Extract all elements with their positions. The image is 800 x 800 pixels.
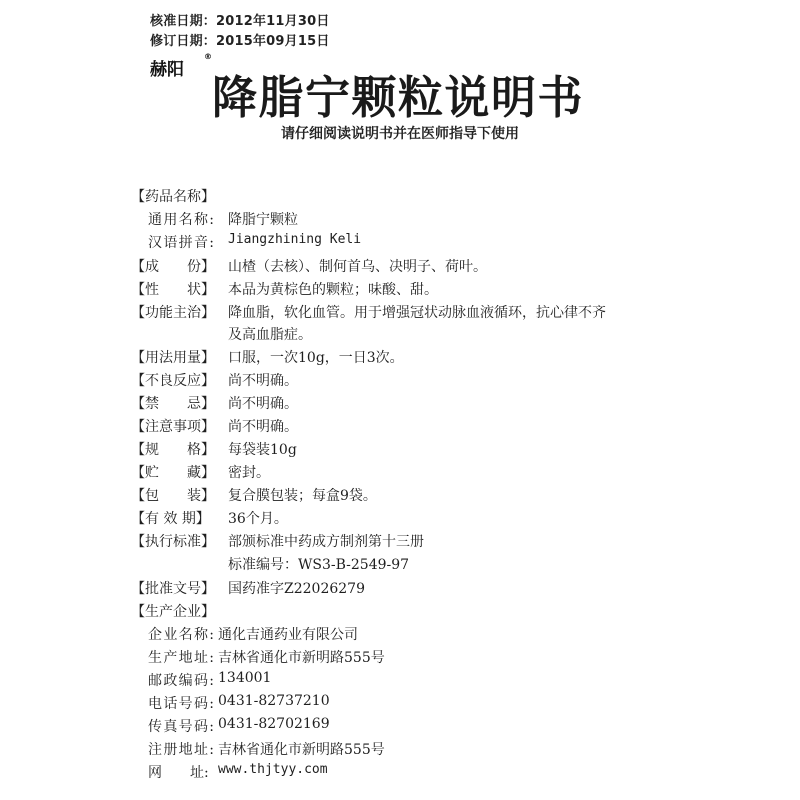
field-value: 吉林省通化市新明路555号	[218, 650, 385, 666]
section-label: 【成 份】	[131, 259, 215, 275]
field-value: www.thjtyy.com	[218, 762, 328, 777]
field-label: 电话号码:	[148, 696, 214, 712]
field-label: 汉语拼音:	[148, 235, 214, 251]
section-label: 【功能主治】	[131, 305, 215, 321]
section-value: 山楂（去核）、制何首乌、决明子、荷叶。	[228, 259, 487, 275]
field-label: 传真号码:	[148, 719, 214, 735]
section-value: 标准编号：WS3-B-2549-97	[228, 557, 410, 573]
field-value: 134001	[218, 670, 272, 686]
section-value: 部颁标准中药成方制剂第十三册	[228, 534, 424, 550]
field-value: 0431-82702169	[218, 716, 330, 732]
field-value: Jiangzhining Keli	[228, 232, 362, 247]
approval-date: 核准日期：2012年11月30日	[150, 14, 330, 29]
section-value: 尚不明确。	[228, 373, 298, 389]
field-value: 通化吉通药业有限公司	[218, 627, 358, 643]
field-label: 通用名称:	[148, 212, 214, 228]
section-value: 复合膜包装；每盒9袋。	[228, 488, 377, 504]
section-value: 及高血脂症。	[228, 327, 312, 343]
section-value: 密封。	[228, 465, 270, 481]
field-label: 网 址:	[148, 765, 209, 781]
section-label: 【生产企业】	[131, 604, 215, 620]
section-label: 【用法用量】	[131, 350, 215, 366]
section-label: 【药品名称】	[131, 189, 215, 205]
section-value: 尚不明确。	[228, 396, 298, 412]
section-label: 【不良反应】	[131, 373, 215, 389]
section-label: 【注意事项】	[131, 419, 215, 435]
section-label: 【规 格】	[131, 442, 215, 458]
section-label: 【执行标准】	[131, 534, 215, 550]
section-label: 【批准文号】	[131, 581, 215, 597]
section-label: 【贮 藏】	[131, 465, 215, 481]
field-value: 降脂宁颗粒	[228, 212, 298, 228]
section-label: 【性 状】	[131, 282, 215, 298]
section-label: 【包 装】	[131, 488, 215, 504]
field-value: 0431-82737210	[218, 693, 330, 709]
section-value: 国药准字Z22026279	[228, 581, 365, 597]
brand-name: 赫阳	[150, 60, 184, 80]
section-label: 【禁 忌】	[131, 396, 215, 412]
section-value: 每袋装10g	[228, 442, 297, 458]
section-value: 降血脂，软化血管。用于增强冠状动脉血液循环，抗心律不齐	[228, 305, 606, 321]
field-label: 邮政编码:	[148, 673, 214, 689]
document-subtitle: 请仔细阅读说明书并在医师指导下使用	[281, 126, 519, 142]
field-label: 生产地址:	[148, 650, 214, 666]
registered-mark: ®	[204, 52, 212, 61]
document-title: 降脂宁颗粒说明书	[212, 71, 585, 124]
section-value: 尚不明确。	[228, 419, 298, 435]
section-label: 【有 效 期】	[131, 511, 210, 527]
section-value: 本品为黄棕色的颗粒；味酸、甜。	[228, 282, 438, 298]
date-block	[150, 12, 330, 52]
brand-logo	[150, 52, 212, 80]
field-value: 吉林省通化市新明路555号	[218, 742, 385, 758]
revision-date: 修订日期：2015年09月15日	[150, 34, 330, 49]
section-value: 口服，一次10g，一日3次。	[228, 350, 404, 366]
field-label: 注册地址:	[148, 742, 214, 758]
section-value: 36个月。	[228, 511, 288, 527]
field-label: 企业名称:	[148, 627, 214, 643]
